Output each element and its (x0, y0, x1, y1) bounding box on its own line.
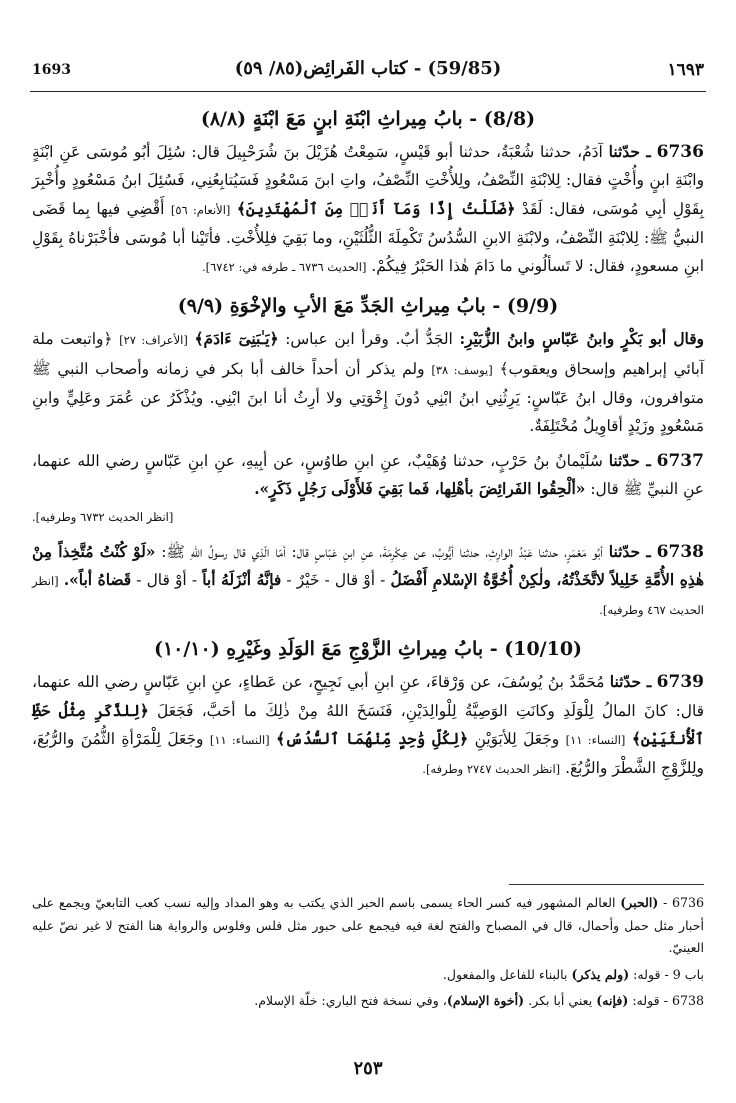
prophetic-quote: قَضاهُ أباً». (63, 570, 132, 589)
hadith-number: 6739 (656, 672, 704, 693)
quran-quote: ﴿لِلذَّكَرِ مِثْلُ حَظِّ ٱلْأُنثَيَيْنِ﴾ (32, 701, 705, 749)
chapter-title-9: (9/9) - بابُ مِيراثِ الجَدِّ مَعَ الأبِ والإخْوَةِ (٩/٩) (177, 295, 559, 318)
footnote-6736: 6736 - (الحبر) العالم المشهور فيه كسر الحاء يسمى باسم الحبر الذي يكتب به وهو المداد وإليه نسب كعب التابعيّ ويجمع على أحبار مثل حمل وأحمال، قال في المصباح والفتح لغة فيه فيجمع على حبور مثل فلس وفلوس والرواية هنا الفتح لا غير نصّ عليه العينيّ. (32, 895, 705, 955)
intro-lead: وقال أبو بَكْرٍ وابنُ عَبّاسٍ وابنُ الزُّبَيْرِ: (459, 330, 704, 349)
hadith-6736 (32, 138, 704, 281)
footnote-rule (509, 884, 704, 885)
quran-quote: ﴿لِكُلِّ وَٰحِدٍ مِّنْهُمَا ٱلسُّدُسُ﴾ (276, 730, 469, 749)
page-header (30, 58, 706, 86)
hadith-text: أبُو مَعْمَرٍ، حدثنا عَبْدُ الوارِثِ، حدثنا أيُّوبُ، عن عِكْرِمَةَ، عنِ ابنِ عَبّاسٍ قال: أمّا الّذِي قال رسولُ اللهِ ﷺ: (161, 542, 603, 561)
hadith-text: مُحَمَّدُ بنُ يُوسُفَ، عن وَرْقاءَ، عنِ ابنِ أبي نَجِيحٍ، عن عَطاءٍ، عنِ ابنِ عَبّاسٍ رضي الله عنهما، قال: كانَ المالُ لِلْوَلَدِ وكانَتِ الوَصِيَّةُ لِلْوالِدَيْنِ، فَنَسَخَ اللهُ مِنْ ذٰلِكَ ما أحَبَّ، فَجَعَلَ (32, 673, 704, 720)
footnote-6738: 6738 - قوله: (فإنه) يعني أبا بكر. (أخوة الإسلام)، وفي نسخة فتح الباري: خلّة الإسلام. (254, 993, 704, 1008)
hadith-text: آدَمُ، حدثنا شُعْبَةُ، حدثنا أبو قَيْسٍ، سَمِعْتُ هُزَيْلَ بنَ شُرَحْبِيلَ قال: سُئِلَ أبُو مُوسَى عَنِ ابْنَةٍ وابْنَةِ ابنٍ وأُخْتٍ فقال: لِلابْنَةِ النِّصْفُ، ولِلأُخْتِ النِّصْفُ، واتِ ابنَ مَسْعُودٍ فَسَيُتابِعُنِي، فَسُئِلَ ابنُ مَسْعُودٍ وأُخْبِرَ بِقَوْلِ أبِي مُوسَى، فقال: لَقَدْ (32, 143, 704, 218)
main-text (32, 100, 704, 784)
quran-ref: [الأنعام: ٥٦] (170, 202, 231, 217)
hadith-text: وجَعَلَ لِلأبَوَيْنِ (474, 730, 560, 749)
chapter-intro-9 (32, 325, 704, 440)
prophetic-quote: «ألْحِقُوا الفَرائِضَ بأهْلِها، فَما بَقِيَ فَلأَوْلَى رَجُلٍ ذَكَرٍ». (254, 479, 586, 498)
quran-quote: ﴿يَـٰبَنِىٓ ءَادَمَ﴾ (194, 330, 279, 349)
hadith-text: سُلَيْمانُ بنُ حَرْبٍ، حدثنا وُهَيْبٌ، عنِ ابنِ طاوُسٍ، عن أبِيهِ، عنِ ابنِ عَبّاسٍ رضي الله عنهما، عنِ النبيِّ ﷺ قال: (32, 451, 704, 498)
hadith-6739 (32, 668, 704, 783)
running-title: (59/85) - كتاب الفَرائِض(٨٥/ ٥٩) (234, 58, 502, 79)
intro-text: الجَدُّ أبٌ. وقرأ ابن عباس: (285, 330, 453, 349)
haddathana-word: ـ حدّثنا (609, 673, 652, 692)
hadith-ref: [الحديث ٦٧٣٦ ـ طرفه في: ٦٧٤٢]. (201, 260, 367, 275)
haddathana-word: ـ حدّثنا (608, 542, 651, 561)
quran-ref: [الأعراف: ٢٧] (119, 333, 188, 348)
haddathana-word: ـ حدّثنا (608, 451, 651, 470)
hadith-text: - أوْ قال - (136, 570, 198, 589)
intro-text: ولم يذكر أن أحداً خالف أبا بكر في زمانه وأصحاب النبي ﷺ متوافرون، وقال ابنُ عَبّاسٍ: يَرِثُنِي ابنُ ابْنِي دُونَ إِخْوَتِي ولا أرِثُ أنا ابنَ ابْنِي. ويُذْكَرُ عن عُمَرَ وعَلِيٍّ وابنِ مَسْعُودٍ وزَيْدٍ أقاوِيلُ مُخْتَلِفَةٌ. (32, 359, 704, 436)
page-number-arabic: ١٦٩٣ (667, 60, 704, 80)
hadith-text: - أوْ قال - خَيْرٌ - (286, 570, 386, 589)
haddathana-word: ـ حدّثنا (608, 143, 651, 161)
quran-ref: [يوسف: ٣٨] (431, 362, 493, 377)
quran-quote-plain: ﴿واتبعت ملة آبائي إبراهيم وإسحاق ويعقوب﴾ (32, 330, 704, 378)
quran-ref: [النساء: ١١] (565, 733, 626, 748)
hadith-6737 (32, 447, 704, 532)
footnote-bab-9: باب 9 - قوله: (ولم يذكر) بالبناء للفاعل والمفعول. (442, 966, 704, 982)
prophetic-quote: فإنَّهُ أنْزَلَهُ أباً (202, 570, 282, 589)
footnotes (32, 892, 704, 1013)
hadith-ref: [انظر الحديث ٦٧٣٢ وطرفيه]. (32, 510, 174, 525)
page-number-latin: 1693 (32, 62, 71, 78)
quran-ref: [النساء: ١١] (209, 733, 270, 748)
hadith-ref: [انظر الحديث ٤٦٧ وطرفيه]. (32, 573, 704, 618)
hadith-number: 6736 (656, 142, 704, 162)
hadith-number: 6738 (656, 541, 704, 562)
hadith-ref: [انظر الحديث ٢٧٤٧ وطرفه]. (422, 762, 561, 777)
bottom-page-number: ٢٥٣ (353, 1058, 383, 1079)
chapter-title-10: (10/10) - بابُ مِيراثِ الزَّوْجِ مَعَ الوَلَدِ وغَيْرِهِ (١٠/١٠) (153, 638, 583, 661)
quran-quote: ﴿ضَلَلْتُ إِذًا وَمَآ أَنَا۠ مِنَ ٱلْمُهْتَدِينَ﴾ (236, 199, 516, 218)
prophetic-quote: «لَوْ كُنْتُ مُتَّخِذاً مِنْ هٰذِهِ الأُمَّةِ خَلِيلاً لاتَّخَذْتُهُ، ولٰكِنْ أُخُوَّةُ الإسْلامِ أَفْضَلُ (32, 542, 705, 589)
hadith-text: أَقْضِي فيها بِما قَضَى النبيُّ ﷺ: لِلابْنَةِ النِّصْفُ، ولابْنَةِ الابنِ السُّدُسُ تَكْمِلَةَ الثُّلُثَيْنِ، وما بَقِيَ فلِلأُخْتِ. فأتَيْنا أبا مُوسَى فأخْبَرْناهُ بِقَوْلِ ابنِ مسعودٍ، فقال: لا تَسألُوني ما دَامَ هٰذا الحَبْرُ فِيكُمْ. (32, 199, 704, 276)
chapter-title-8: (8/8) - بابُ مِيراثِ ابْنَةِ ابنٍ مَعَ ابْنَةٍ (٨/٨) (200, 108, 536, 130)
header-rule (30, 91, 706, 92)
hadith-number: 6737 (656, 450, 704, 471)
hadith-text: وجَعَلَ لِلْمَرْأةِ الثُّمُنَ والرُّبُعَ، ولِلزَّوْجِ الشَّطْرَ والرُّبُعَ. (32, 730, 704, 778)
hadith-6738 (32, 538, 704, 625)
